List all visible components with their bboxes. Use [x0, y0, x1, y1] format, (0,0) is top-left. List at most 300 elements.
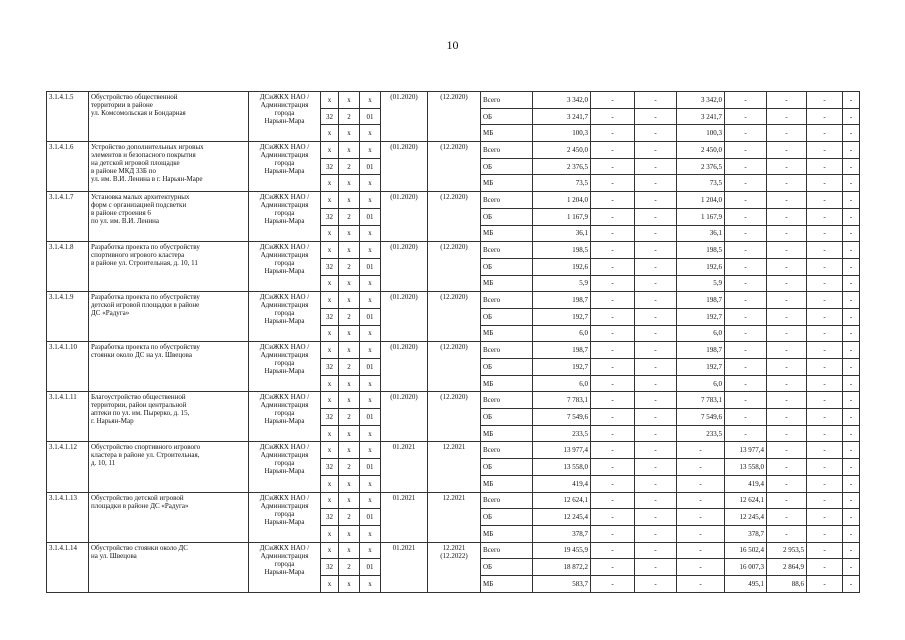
activity-name-line: на детской игровой площадке: [91, 159, 180, 168]
budget-code-b: x: [339, 525, 360, 542]
end-date: [428, 392, 481, 442]
funding-year-5: -: [767, 459, 807, 476]
funding-source-label: ОБ: [481, 509, 533, 526]
funding-year-1: -: [591, 409, 635, 426]
funding-total: 12 624,1: [533, 492, 591, 509]
funding-total: 192,7: [533, 359, 591, 376]
funding-source-label: ОБ: [481, 559, 533, 576]
funding-year-4: -: [725, 258, 767, 275]
budget-code-b: x: [339, 475, 360, 492]
funding-year-2: -: [635, 575, 677, 592]
funding-year-1: -: [591, 559, 635, 576]
funding-year-5: -: [767, 359, 807, 376]
funding-year-1: -: [591, 192, 635, 209]
funding-total: 2 376,5: [533, 158, 591, 175]
funding-year-7: -: [843, 225, 860, 242]
budget-code-a: x: [321, 392, 339, 409]
funding-year-6: -: [807, 509, 843, 526]
funding-total: 7 549,6: [533, 409, 591, 426]
budget-code-c: x: [360, 225, 381, 242]
funding-year-6: -: [807, 542, 843, 559]
funding-year-2: -: [635, 509, 677, 526]
funding-source-label: МБ: [481, 375, 533, 392]
activity-code: 3.1.4.1.6: [47, 142, 89, 192]
funding-total: 5,9: [533, 275, 591, 292]
funding-year-7: -: [843, 442, 860, 459]
responsible-executor: [249, 192, 321, 242]
funding-year-1: -: [591, 509, 635, 526]
funding-year-7: -: [843, 375, 860, 392]
budget-code-b: 2: [339, 509, 360, 526]
activity-name: [89, 492, 249, 542]
table-row: [47, 492, 860, 509]
activity-name-line: территории, район центральной: [91, 401, 187, 410]
activity-name: [89, 142, 249, 192]
funding-year-4: -: [725, 158, 767, 175]
budget-code-b: x: [339, 225, 360, 242]
funding-year-3: 1 204,0: [677, 192, 725, 209]
budget-code-b: x: [339, 342, 360, 359]
funding-year-5: -: [767, 108, 807, 125]
budget-code-a: 32: [321, 308, 339, 325]
end-date-line: (12.2020): [440, 393, 468, 402]
funding-year-7: -: [843, 308, 860, 325]
funding-year-2: -: [635, 158, 677, 175]
budget-code-b: 2: [339, 308, 360, 325]
funding-year-6: -: [807, 392, 843, 409]
end-date-line: (12.2020): [440, 343, 468, 352]
funding-year-7: -: [843, 575, 860, 592]
budget-code-b: x: [339, 442, 360, 459]
budget-code-c: x: [360, 142, 381, 159]
funding-year-5: -: [767, 475, 807, 492]
budget-code-b: 2: [339, 459, 360, 476]
funding-year-5: -: [767, 325, 807, 342]
responsible-executor: [249, 342, 321, 392]
activity-code: 3.1.4.1.13: [47, 492, 89, 542]
funding-source-label: ОБ: [481, 308, 533, 325]
funding-year-3: -: [677, 559, 725, 576]
funding-year-2: -: [635, 359, 677, 376]
activity-name: [89, 442, 249, 492]
funding-year-2: -: [635, 542, 677, 559]
funding-year-5: -: [767, 409, 807, 426]
budget-code-b: x: [339, 392, 360, 409]
funding-year-6: -: [807, 425, 843, 442]
budget-code-c: 01: [360, 258, 381, 275]
budget-code-a: x: [321, 175, 339, 192]
funding-year-4: 13 558,0: [725, 459, 767, 476]
responsible-executor-line: ДСиЖКХ НАО /: [259, 143, 310, 152]
funding-year-7: -: [843, 559, 860, 576]
budget-code-b: x: [339, 125, 360, 142]
budget-code-a: x: [321, 475, 339, 492]
end-date: [428, 292, 481, 342]
budget-code-c: x: [360, 475, 381, 492]
budget-code-b: x: [339, 175, 360, 192]
end-date: [428, 242, 481, 292]
budget-code-c: x: [360, 375, 381, 392]
funding-total: 100,3: [533, 125, 591, 142]
budget-code-b: 2: [339, 359, 360, 376]
funding-year-3: 6,0: [677, 325, 725, 342]
responsible-executor-line: Администрация: [260, 451, 309, 460]
activity-name-line: Обустройство спортивного игрового: [91, 443, 201, 452]
funding-year-6: -: [807, 409, 843, 426]
responsible-executor-line: города: [274, 109, 295, 117]
funding-year-4: -: [725, 142, 767, 159]
funding-year-6: -: [807, 158, 843, 175]
end-date: [428, 342, 481, 392]
budget-code-a: x: [321, 275, 339, 292]
end-date-line: 12.2021: [442, 543, 466, 552]
funding-total: 192,6: [533, 258, 591, 275]
responsible-executor-line: Администрация: [260, 101, 309, 109]
budget-code-a: 32: [321, 359, 339, 376]
activity-name-line: кластера в районе ул. Строительная,: [91, 451, 200, 460]
budget-code-c: 01: [360, 559, 381, 576]
funding-year-5: -: [767, 375, 807, 392]
activity-name-line: г. Нарьян-Мар: [91, 417, 134, 426]
funding-year-2: -: [635, 225, 677, 242]
funding-total: 192,7: [533, 308, 591, 325]
table-row: [47, 542, 860, 559]
budget-code-a: 32: [321, 409, 339, 426]
funding-year-3: 2 450,0: [677, 142, 725, 159]
funding-year-1: -: [591, 575, 635, 592]
budget-code-b: 2: [339, 108, 360, 125]
start-date: (01.2020): [381, 92, 428, 142]
responsible-executor-line: Нарьян-Мара: [264, 317, 305, 326]
funding-year-4: 419,4: [725, 475, 767, 492]
funding-year-6: -: [807, 575, 843, 592]
funding-year-7: -: [843, 142, 860, 159]
funding-total: 3 342,0: [533, 92, 591, 109]
funding-source-label: ОБ: [481, 258, 533, 275]
funding-year-7: -: [843, 208, 860, 225]
funding-year-2: -: [635, 308, 677, 325]
funding-year-7: -: [843, 325, 860, 342]
budget-code-a: x: [321, 225, 339, 242]
funding-year-7: -: [843, 509, 860, 526]
budget-code-a: x: [321, 242, 339, 259]
budget-code-c: 01: [360, 158, 381, 175]
responsible-executor-line: ДСиЖКХ НАО /: [259, 343, 310, 352]
responsible-executor: [249, 92, 321, 142]
responsible-executor: [249, 142, 321, 192]
funding-year-1: -: [591, 158, 635, 175]
funding-year-7: -: [843, 392, 860, 409]
responsible-executor: [249, 392, 321, 442]
funding-year-5: -: [767, 308, 807, 325]
activity-name-line: в районе строения 6: [91, 209, 151, 218]
activity-name-line: д. 10, 11: [91, 459, 116, 468]
funding-year-3: -: [677, 575, 725, 592]
budget-code-a: x: [321, 492, 339, 509]
funding-year-7: -: [843, 492, 860, 509]
funding-source-label: МБ: [481, 325, 533, 342]
funding-year-1: -: [591, 258, 635, 275]
funding-source-label: МБ: [481, 575, 533, 592]
budget-code-a: x: [321, 92, 339, 109]
budget-code-c: x: [360, 275, 381, 292]
responsible-executor-line: ДСиЖКХ НАО /: [259, 543, 310, 552]
budget-code-c: x: [360, 175, 381, 192]
funding-source-label: ОБ: [481, 359, 533, 376]
funding-year-1: -: [591, 242, 635, 259]
activity-name-line: территории в районе: [91, 101, 153, 109]
funding-year-4: -: [725, 125, 767, 142]
funding-year-3: 192,6: [677, 258, 725, 275]
funding-year-2: -: [635, 492, 677, 509]
funding-year-1: -: [591, 375, 635, 392]
budget-code-b: x: [339, 542, 360, 559]
table-row: [47, 92, 860, 109]
budget-code-a: x: [321, 142, 339, 159]
funding-year-2: -: [635, 142, 677, 159]
activity-name-line: Разработка проекта по обустройству: [91, 243, 200, 252]
end-date: [428, 442, 481, 492]
funding-year-6: -: [807, 492, 843, 509]
responsible-executor-line: города: [274, 159, 295, 168]
funding-year-4: -: [725, 175, 767, 192]
budget-code-a: x: [321, 342, 339, 359]
funding-year-3: 198,5: [677, 242, 725, 259]
table-row: [47, 292, 860, 309]
funding-source-label: Всего: [481, 242, 533, 259]
budget-code-b: 2: [339, 258, 360, 275]
funding-total: 198,5: [533, 242, 591, 259]
funding-source-label: МБ: [481, 475, 533, 492]
activity-name-line: Обустройство стоянки около ДС: [91, 543, 188, 552]
funding-year-5: -: [767, 292, 807, 309]
activity-name-line: по ул. им. В.И. Ленина: [91, 217, 159, 226]
budget-code-c: x: [360, 492, 381, 509]
activity-name: [89, 292, 249, 342]
funding-year-5: -: [767, 125, 807, 142]
funding-source-label: МБ: [481, 125, 533, 142]
activity-code: 3.1.4.1.14: [47, 542, 89, 592]
budget-code-b: x: [339, 142, 360, 159]
funding-year-5: -: [767, 242, 807, 259]
responsible-executor-line: Администрация: [260, 301, 309, 310]
funding-year-6: -: [807, 559, 843, 576]
funding-year-2: -: [635, 459, 677, 476]
funding-year-4: -: [725, 359, 767, 376]
funding-year-1: -: [591, 108, 635, 125]
funding-year-3: -: [677, 509, 725, 526]
responsible-executor: [249, 292, 321, 342]
budget-code-a: 32: [321, 258, 339, 275]
end-date-line: 12.2021: [442, 493, 466, 502]
responsible-executor-line: Администрация: [260, 251, 309, 260]
activity-name: [89, 392, 249, 442]
funding-year-1: -: [591, 275, 635, 292]
responsible-executor-line: ДСиЖКХ НАО /: [259, 493, 310, 502]
activity-name-line: на ул. Швецова: [91, 551, 137, 560]
funding-year-2: -: [635, 342, 677, 359]
funding-source-label: Всего: [481, 542, 533, 559]
funding-total: 1 167,9: [533, 208, 591, 225]
table-row: [47, 342, 860, 359]
end-date: [428, 142, 481, 192]
budget-code-c: x: [360, 342, 381, 359]
table-body: [47, 92, 860, 593]
activity-name-line: Установка малых архитектурных: [91, 193, 190, 202]
activity-name-line: Разработка проекта по обустройству: [91, 343, 200, 352]
funding-year-5: 2 864,9: [767, 559, 807, 576]
funding-year-3: -: [677, 492, 725, 509]
budget-code-a: 32: [321, 559, 339, 576]
funding-total: 13 977,4: [533, 442, 591, 459]
budget-code-b: x: [339, 92, 360, 109]
responsible-executor-line: ДСиЖКХ НАО /: [259, 243, 310, 252]
funding-year-6: -: [807, 208, 843, 225]
budget-code-b: 2: [339, 208, 360, 225]
funding-source-label: МБ: [481, 275, 533, 292]
budget-code-c: x: [360, 525, 381, 542]
funding-year-7: -: [843, 158, 860, 175]
funding-year-2: -: [635, 175, 677, 192]
funding-year-7: -: [843, 192, 860, 209]
budget-code-c: 01: [360, 509, 381, 526]
end-date-line: (12.2020): [440, 93, 468, 101]
funding-total: 233,5: [533, 425, 591, 442]
funding-year-5: -: [767, 92, 807, 109]
responsible-executor-line: ДСиЖКХ НАО /: [259, 443, 310, 452]
end-date-line: (12.2022): [440, 551, 468, 560]
budget-code-a: x: [321, 192, 339, 209]
funding-year-2: -: [635, 425, 677, 442]
funding-year-2: -: [635, 258, 677, 275]
funding-year-5: -: [767, 208, 807, 225]
budget-code-b: x: [339, 425, 360, 442]
funding-year-6: -: [807, 125, 843, 142]
funding-year-6: -: [807, 175, 843, 192]
funding-year-2: -: [635, 325, 677, 342]
responsible-executor-line: города: [274, 459, 295, 468]
activity-code: 3.1.4.1.9: [47, 292, 89, 342]
funding-year-5: -: [767, 258, 807, 275]
budget-code-b: x: [339, 242, 360, 259]
funding-year-3: 3 241,7: [677, 108, 725, 125]
funding-year-4: -: [725, 325, 767, 342]
budget-code-c: x: [360, 392, 381, 409]
budget-code-a: x: [321, 125, 339, 142]
activity-code: 3.1.4.1.12: [47, 442, 89, 492]
end-date: [428, 192, 481, 242]
activity-name-line: форм с организацией подсветки: [91, 201, 187, 210]
funding-year-3: -: [677, 475, 725, 492]
end-date: [428, 92, 481, 142]
activity-name-line: Обустройство общественной: [91, 93, 178, 101]
funding-year-7: -: [843, 459, 860, 476]
responsible-executor-line: Администрация: [260, 501, 309, 510]
table-row: [47, 442, 860, 459]
funding-year-4: -: [725, 192, 767, 209]
funding-year-6: -: [807, 475, 843, 492]
funding-year-5: -: [767, 192, 807, 209]
activity-name: [89, 542, 249, 592]
funding-year-5: -: [767, 525, 807, 542]
budget-code-a: x: [321, 442, 339, 459]
funding-year-3: -: [677, 442, 725, 459]
responsible-executor-line: города: [274, 409, 295, 418]
budget-code-a: 32: [321, 208, 339, 225]
activity-name-line: площадки в районе ДС «Радуга»: [91, 501, 189, 510]
funding-total: 12 245,4: [533, 509, 591, 526]
funding-total: 2 450,0: [533, 142, 591, 159]
funding-year-7: -: [843, 542, 860, 559]
table-row: [47, 192, 860, 209]
page-number: 10: [446, 38, 459, 52]
funding-year-6: -: [807, 525, 843, 542]
activity-name: [89, 92, 249, 142]
funding-year-2: -: [635, 208, 677, 225]
funding-total: 6,0: [533, 375, 591, 392]
funding-year-4: 378,7: [725, 525, 767, 542]
funding-year-5: 2 953,5: [767, 542, 807, 559]
funding-year-6: -: [807, 142, 843, 159]
funding-year-4: 16 007,3: [725, 559, 767, 576]
responsible-executor-line: Нарьян-Мара: [264, 567, 305, 576]
budget-code-b: x: [339, 292, 360, 309]
funding-year-1: -: [591, 175, 635, 192]
end-date-line: (12.2020): [440, 293, 468, 302]
budget-code-a: 32: [321, 158, 339, 175]
end-date-line: (12.2020): [440, 193, 468, 202]
responsible-executor-line: Администрация: [260, 351, 309, 360]
funding-source-label: МБ: [481, 425, 533, 442]
responsible-executor-line: ДСиЖКХ НАО /: [259, 193, 310, 202]
budget-code-b: x: [339, 325, 360, 342]
funding-total: 36,1: [533, 225, 591, 242]
budget-code-c: x: [360, 242, 381, 259]
funding-source-label: Всего: [481, 292, 533, 309]
start-date: 01.2021: [381, 442, 428, 492]
funding-year-7: -: [843, 409, 860, 426]
budget-code-b: x: [339, 192, 360, 209]
funding-year-5: 88,6: [767, 575, 807, 592]
budget-code-c: x: [360, 425, 381, 442]
funding-year-6: -: [807, 292, 843, 309]
funding-year-1: -: [591, 392, 635, 409]
activity-code: 3.1.4.1.10: [47, 342, 89, 392]
responsible-executor-line: ДСиЖКХ НАО /: [259, 393, 310, 402]
funding-year-2: -: [635, 559, 677, 576]
funding-year-1: -: [591, 292, 635, 309]
responsible-executor-line: Администрация: [260, 401, 309, 410]
budget-code-c: x: [360, 575, 381, 592]
funding-year-6: -: [807, 325, 843, 342]
funding-year-3: -: [677, 542, 725, 559]
funding-year-2: -: [635, 242, 677, 259]
start-date: 01.2021: [381, 492, 428, 542]
funding-total: 19 455,9: [533, 542, 591, 559]
funding-year-2: -: [635, 525, 677, 542]
funding-year-3: 1 167,9: [677, 208, 725, 225]
responsible-executor: [249, 442, 321, 492]
responsible-executor-line: города: [274, 509, 295, 518]
funding-source-label: Всего: [481, 392, 533, 409]
funding-year-5: -: [767, 392, 807, 409]
budget-code-a: 32: [321, 509, 339, 526]
funding-year-5: -: [767, 425, 807, 442]
funding-year-4: 16 502,4: [725, 542, 767, 559]
funding-year-7: -: [843, 125, 860, 142]
activity-name-line: ДС «Радуга»: [91, 309, 130, 318]
responsible-executor-line: Нарьян-Мара: [264, 267, 305, 276]
